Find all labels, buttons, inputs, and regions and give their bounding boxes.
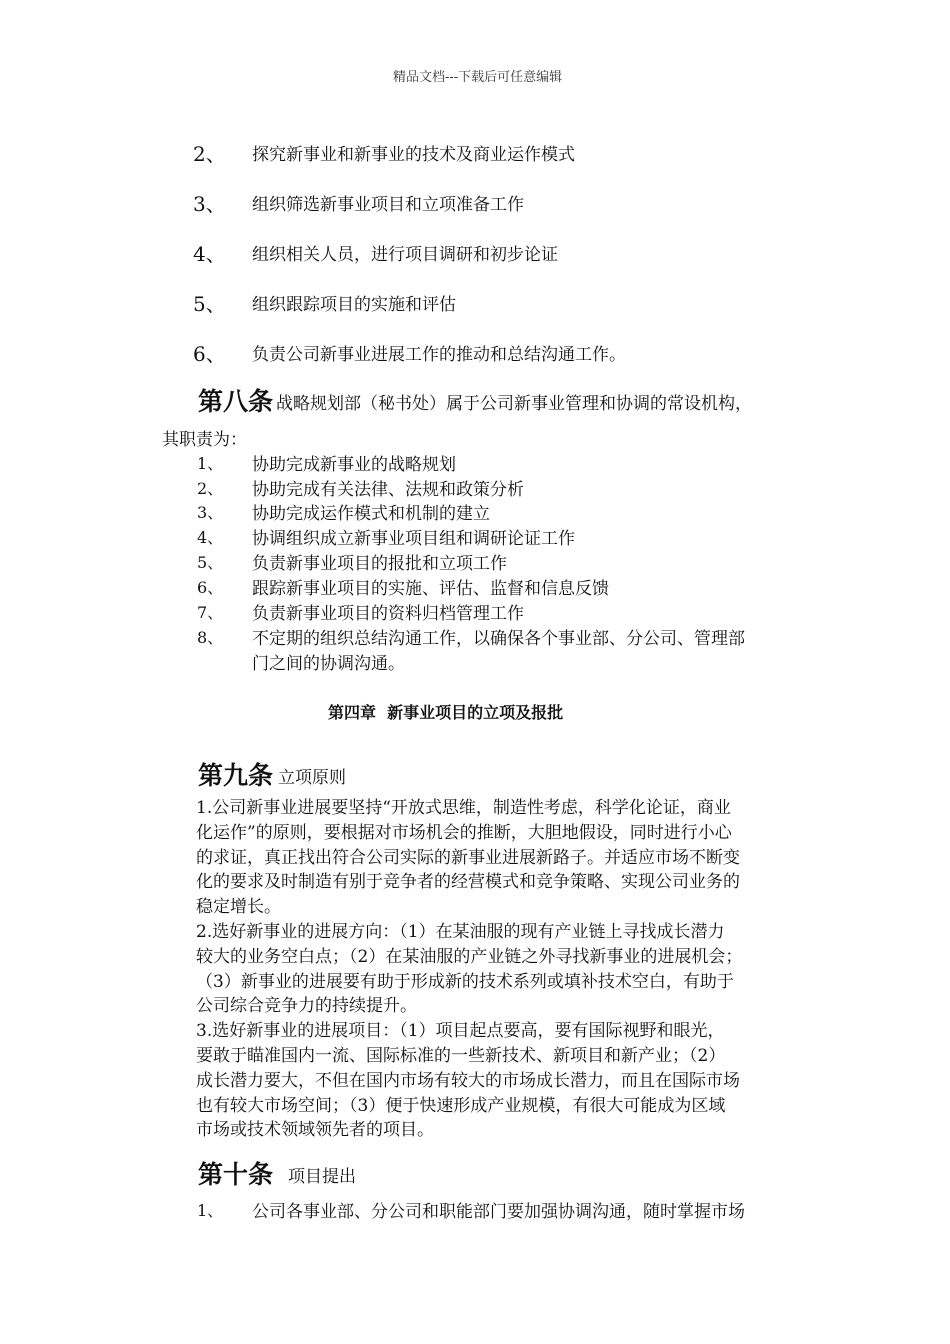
list-text: 负责公司新事业进展工作的推动和总结沟通工作。 (252, 345, 626, 365)
article-8-text-cont: 其职责为： (162, 430, 247, 450)
duty-text: 负责新事业项目的报批和立项工作 (252, 554, 507, 574)
list-text: 组织筛选新事业项目和立项准备工作 (252, 195, 524, 215)
duty-number: 8、 (197, 628, 224, 647)
page-header: 精品文档---下载后可任意编辑 (393, 70, 563, 85)
list-number: 6、 (193, 342, 226, 366)
list-text: 组织跟踪项目的实施和评估 (252, 295, 456, 315)
list-text: 组织相关人员，进行项目调研和初步论证 (252, 245, 558, 265)
list-text: 探究新事业和新事业的技术及商业运作模式 (252, 145, 575, 165)
article-10-item-text: 公司各事业部、分公司和职能部门要加强协调沟通，随时掌握市场 (252, 1202, 745, 1222)
article-9-title: 立项原则 (278, 768, 346, 788)
chapter-title: 第四章 新事业项目的立项及报批 (328, 703, 564, 722)
list-number: 3、 (193, 192, 226, 216)
article-8-heading: 第八条 (198, 387, 274, 416)
article-10-item-number: 1、 (197, 1201, 224, 1220)
duty-text-cont: 门之间的协调沟通。 (252, 654, 405, 674)
list-number: 2、 (193, 142, 226, 166)
duty-number: 4、 (197, 528, 224, 547)
duty-text: 协助完成运作模式和机制的建立 (252, 504, 490, 524)
article-9-heading: 第九条 (198, 761, 274, 790)
duty-number: 2、 (197, 479, 224, 498)
duty-text: 协调组织成立新事业项目组和调研论证工作 (252, 529, 575, 549)
list-number: 5、 (193, 292, 226, 316)
article-10-title: 项目提出 (288, 1167, 356, 1187)
duty-text: 跟踪新事业项目的实施、评估、监督和信息反馈 (252, 579, 609, 599)
duty-number: 7、 (197, 603, 224, 622)
article-9-paragraph-1: 1.公司新事业进展要坚持“开放式思维，制造性考虑，科学化论证，商业 化运作”的原则，要根据对市场机会的推断，大胆地假设，同时进行小心 的求证，真正找出符合公司实际的新事业进展新路子。并适应市场不断变 化的要求及时制造有别于竞争者的经营模式和竞争策略、实现公司业务的 稳定增长。 2.选好新事业的进展方向：（1）在某油服的现有产业链上寻找成长潜力 较大的业务空白点；（2）在某油服的产业链之外寻找新事业的进展机会； （3）新事业的进展要有助于形成新的技术系列或填补技术空白，有助于 公司综合竞争力的持续提升。 3.选好新事业的进展项目：（1）项目起点要高，要有国际视野和眼光， 要敢于瞄准国内一流、国际标准的一些新技术、新项目和新产业；（2） 成长潜力要大，不但在国内市场有较大的市场成长潜力，而且在国际市场 也有较大市场空间；（3）便于快速形成产业规模，有很大可能成为区域 市场或技术领域领先者的项目。 (196, 798, 743, 1141)
duty-text: 不定期的组织总结沟通工作，以确保各个事业部、分公司、管理部 (252, 629, 745, 649)
duty-text: 负责新事业项目的资料归档管理工作 (252, 604, 524, 624)
article-10-heading: 第十条 (198, 1160, 274, 1189)
duty-number: 3、 (197, 503, 224, 522)
duty-number: 5、 (197, 553, 224, 572)
duty-text: 协助完成新事业的战略规划 (252, 455, 456, 475)
duty-number: 6、 (197, 578, 224, 597)
duty-text: 协助完成有关法律、法规和政策分析 (252, 480, 524, 500)
duty-number: 1、 (197, 454, 224, 473)
list-number: 4、 (193, 242, 226, 266)
article-8-text: 战略规划部（秘书处）属于公司新事业管理和协调的常设机构， (276, 394, 752, 414)
